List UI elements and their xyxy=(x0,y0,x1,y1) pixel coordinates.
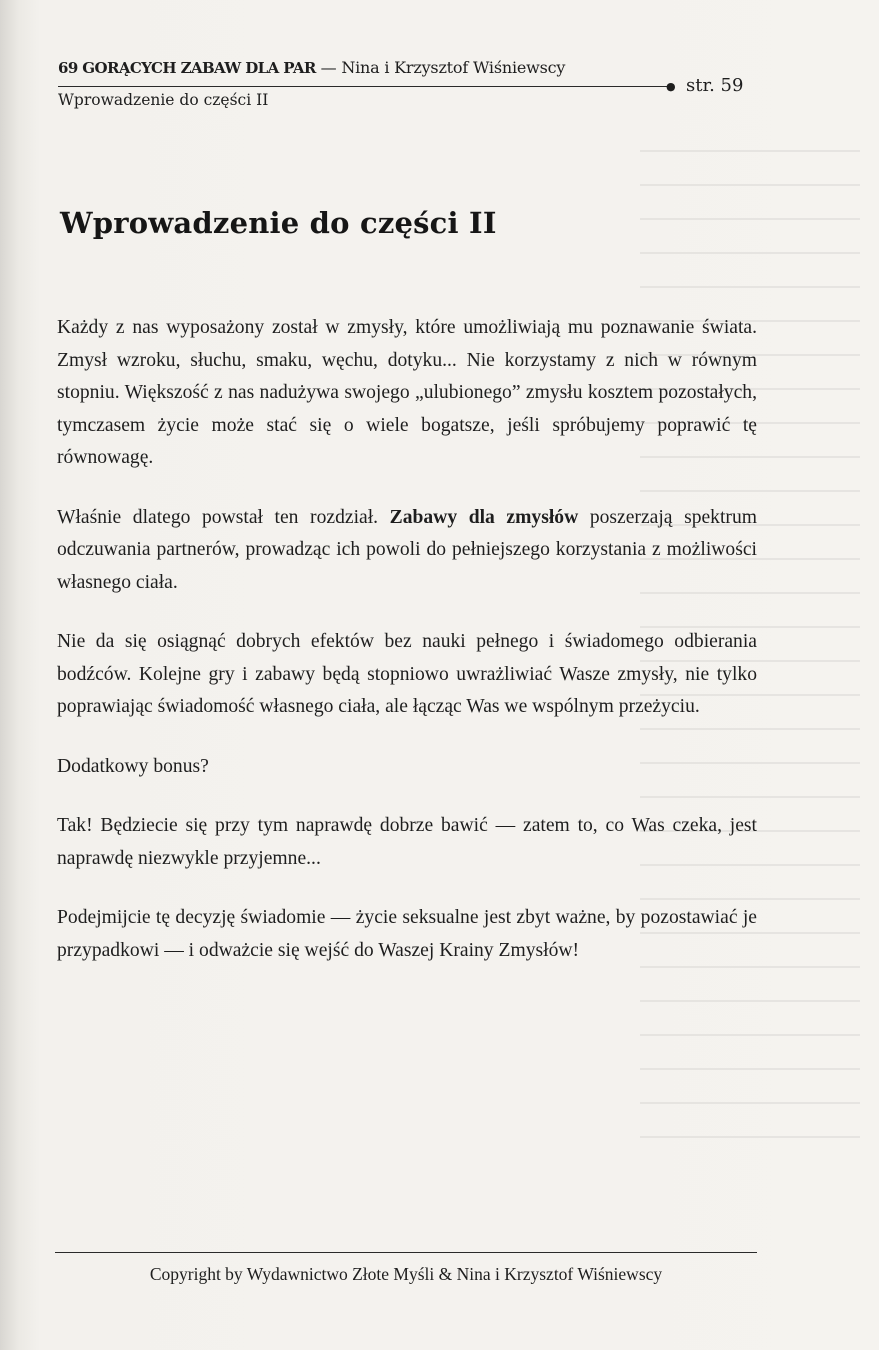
paragraph-2-emphasis: Zabawy dla zmysłów xyxy=(389,506,579,528)
body-text xyxy=(57,312,757,994)
running-head xyxy=(58,58,758,110)
running-head-title-line xyxy=(58,58,565,77)
running-head-rule xyxy=(58,86,671,87)
paragraph-2 xyxy=(57,502,757,600)
paragraph-2-before: Właśnie dlatego powstał ten rozdział. xyxy=(57,506,390,528)
footer-rule xyxy=(55,1252,757,1253)
chapter-title: Wprowadzenie do części II xyxy=(60,206,497,240)
paragraph-6: Podejmijcie tę decyzję świadomie — życie seksualne jest zbyt ważne, by pozostawiać je przypadkowi — i odważcie się wejść do Waszej Krainy Zmysłów! xyxy=(57,907,757,961)
footer-copyright: Copyright by Wydawnictwo Złote Myśli & Nina i Krzysztof Wiśniewscy xyxy=(149,1264,663,1284)
paragraph-5: Tak! Będziecie się przy tym naprawdę dobrze bawić — zatem to, co Was czeka, jest naprawdę niezwykle przyjemne... xyxy=(57,815,757,869)
paragraph-1: Każdy z nas wyposażony został w zmysły, które umożliwiają mu poznawanie świata. Zmysł wzroku, słuchu, smaku, węchu, dotyku... Nie korzystamy z nich w równym stopniu. Większość z nas nadużywa swojego „ulubionego” zmysłu kosztem pozostałych, tymczasem życie może stać się o wiele bogatsze, jeśli spróbujemy poprawić tę równowagę. xyxy=(57,317,757,468)
book-title: 69 GORĄCYCH ZABAW DLA PAR xyxy=(58,59,316,77)
paragraph-3: Nie da się osiągnąć dobrych efektów bez nauki pełnego i świadomego odbierania bodźców. Kolejne gry i zabawy będą stopniowo uwrażliwiać Wasze zmysły, nie tylko poprawiając świadomość własnego ciała, ale łącząc Was we wspólnym przeżyciu. xyxy=(57,631,757,717)
running-head-section: Wprowadzenie do części II xyxy=(58,91,269,109)
paragraph-4: Dodatkowy bonus? xyxy=(57,755,209,777)
running-head-separator: — xyxy=(315,58,342,77)
running-head-bullet: ● xyxy=(666,80,676,93)
paragraph-2-after: poszerzają spektrum odczuwania partnerów, prowadząc ich powoli do pełniejszego korzystania z możliwości własnego ciała. xyxy=(57,506,757,593)
authors: Nina i Krzysztof Wiśniewscy xyxy=(341,58,566,77)
page-number: str. 59 xyxy=(686,75,744,96)
